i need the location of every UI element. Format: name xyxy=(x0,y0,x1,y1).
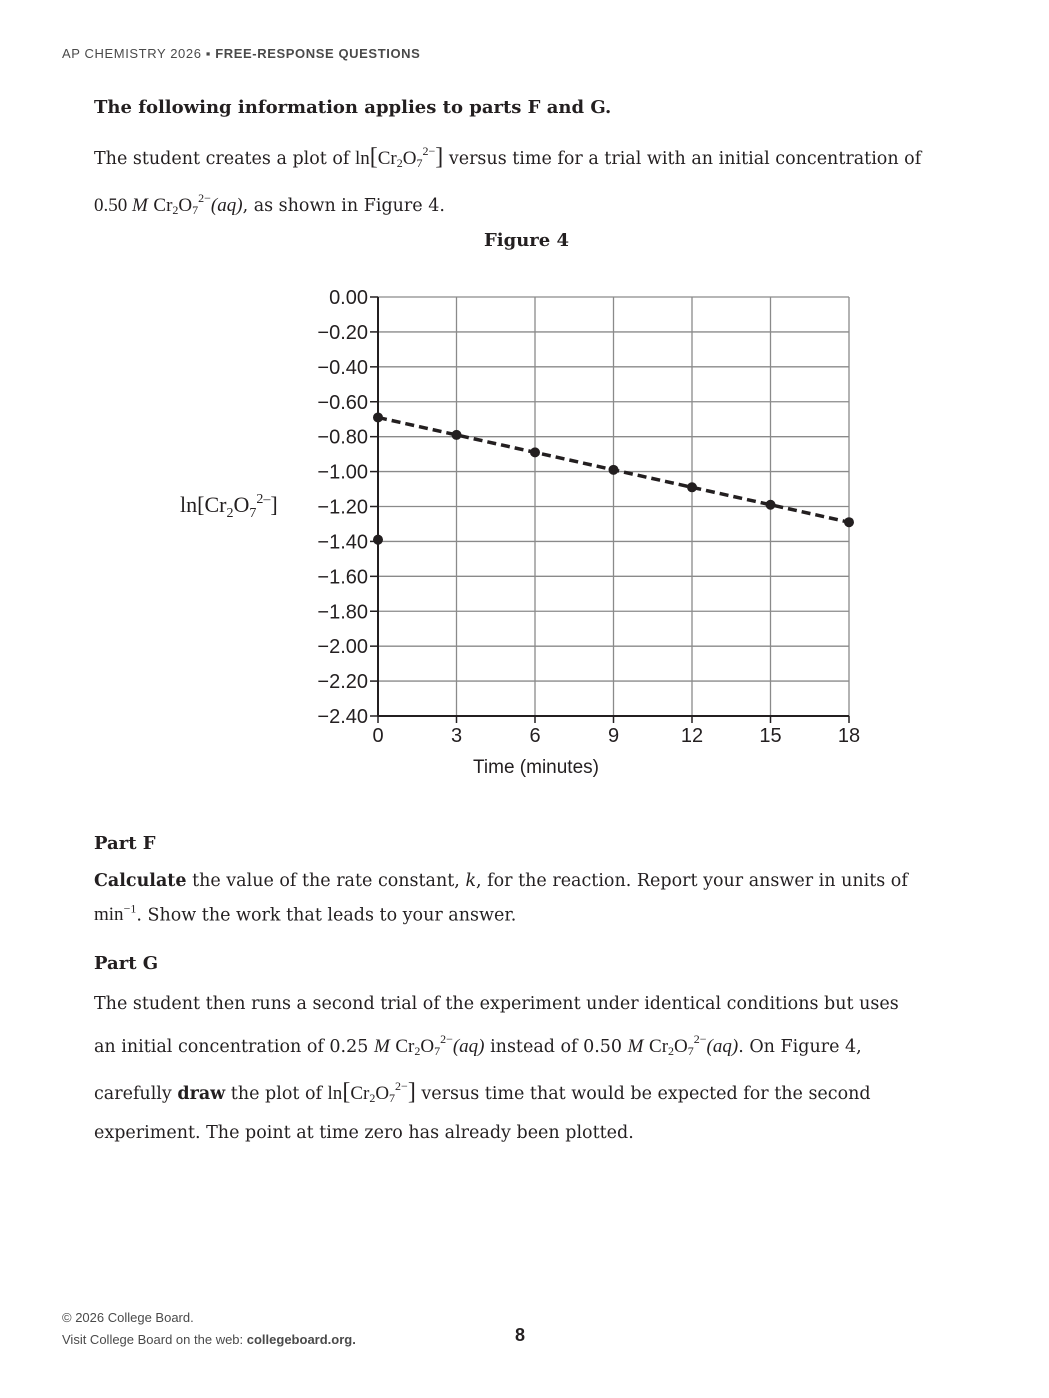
molar-unit: M xyxy=(132,195,148,216)
footer-site-link[interactable]: collegeboard.org. xyxy=(246,1332,356,1347)
header-course: AP CHEMISTRY 2026 xyxy=(62,46,202,61)
footer xyxy=(62,1307,356,1351)
intro-line-1 xyxy=(94,134,984,181)
part-f-line-2 xyxy=(94,895,984,929)
series-0-point xyxy=(687,482,697,492)
intro-line-2 xyxy=(94,181,984,228)
sub-7: 7 xyxy=(192,203,199,217)
ln-expression: $\ln[Cr_2O_7^{2-}]$ xyxy=(328,1083,416,1104)
header-separator: ▪ xyxy=(205,46,211,61)
part-g-line-4: experiment. The point at time zero has already been plotted. xyxy=(94,1123,634,1143)
series-0-point xyxy=(844,517,854,527)
aq-state: (aq) xyxy=(452,1036,485,1057)
unit-expression xyxy=(94,904,136,925)
cr: Cr xyxy=(153,195,173,216)
part-g-line-3 xyxy=(94,1069,984,1116)
dichromate-ion xyxy=(649,1022,707,1069)
x-tick-label: 12 xyxy=(680,725,704,747)
sub-2: 2 xyxy=(396,156,403,170)
o: O xyxy=(674,1036,688,1057)
x-axis-ticks xyxy=(372,716,860,747)
series-0-point xyxy=(373,412,383,422)
aq-state: (aq) xyxy=(210,195,243,216)
y-axis-ticks xyxy=(317,287,378,728)
y-tick-label: −1.60 xyxy=(317,566,368,589)
cr: Cr xyxy=(350,1083,370,1104)
o: O xyxy=(375,1083,390,1104)
y-tick-label: −2.00 xyxy=(317,636,368,659)
part-g-text xyxy=(94,987,984,1151)
sub-7: 7 xyxy=(389,1091,396,1105)
page-number: 8 xyxy=(515,1325,526,1345)
sub-2: 2 xyxy=(668,1044,675,1058)
x-tick-label: 6 xyxy=(529,725,541,747)
conc-value: 0.50 xyxy=(94,195,132,216)
figure-4-chart xyxy=(150,280,870,790)
part-f-label: Part F xyxy=(94,833,156,854)
footer-visit xyxy=(62,1329,356,1351)
part-f-text-a: the value of the rate constant, xyxy=(186,871,466,891)
series-1-point xyxy=(373,535,383,545)
charge: 2− xyxy=(440,1032,453,1046)
series-0-point xyxy=(452,430,462,440)
intro-text: The student creates a plot of xyxy=(94,149,355,169)
o: O xyxy=(178,195,193,216)
x-tick-label: 9 xyxy=(607,725,620,747)
cr: Cr xyxy=(395,1036,415,1057)
dichromate-ion xyxy=(395,1022,453,1069)
ln-text: ln xyxy=(354,148,370,169)
y-tick-label: −1.80 xyxy=(317,601,368,624)
x-tick-label: 18 xyxy=(837,725,861,747)
part-g-label: Part G xyxy=(94,953,159,974)
x-axis-label: Time (minutes) xyxy=(473,757,599,778)
series-0-point xyxy=(766,500,776,510)
figure-title: Figure 4 xyxy=(484,230,570,251)
y-tick-label: −0.60 xyxy=(317,391,368,414)
charge: 2− xyxy=(198,191,211,205)
dichromate-ion xyxy=(378,134,436,181)
intro-text: versus time for a trial with an initial concentration of xyxy=(443,149,922,169)
part-g-text: versus time that would be expected for the second xyxy=(415,1084,871,1104)
intro-heading: The following information applies to parts F and G. xyxy=(94,97,612,118)
ln-text: ln xyxy=(327,1083,343,1104)
part-f-text-b: , for the reaction. Report your answer in units of xyxy=(476,871,908,891)
y-tick-label: −2.20 xyxy=(317,671,368,694)
y-axis-label: $\ln[Cr_2O_7^{2-}]$ xyxy=(180,492,278,521)
part-g-text: . On Figure 4, xyxy=(738,1037,862,1057)
sub-7: 7 xyxy=(687,1044,694,1058)
header-section: FREE-RESPONSE QUESTIONS xyxy=(215,46,421,61)
cr: Cr xyxy=(649,1036,669,1057)
part-g-text: instead of 0.50 xyxy=(484,1037,628,1057)
unit-exponent: −1 xyxy=(123,902,137,916)
y-tick-label: −2.40 xyxy=(317,706,368,728)
footer-copyright: © 2026 College Board. xyxy=(62,1310,194,1325)
ln-expression: $\ln[Cr_2O_7^{2-}]$ xyxy=(355,148,443,169)
part-g-text: carefully xyxy=(94,1084,178,1104)
sub-7: 7 xyxy=(434,1044,441,1058)
dichromate-ion xyxy=(153,181,211,228)
molar-unit: M xyxy=(373,1036,390,1057)
part-f-line-1 xyxy=(94,867,984,895)
part-g-text: the plot of xyxy=(225,1084,328,1104)
sub-2: 2 xyxy=(172,203,179,217)
part-f-text-c: . Show the work that leads to your answer. xyxy=(136,905,517,926)
intro-paragraph xyxy=(94,134,984,228)
part-g-verb: draw xyxy=(177,1084,226,1104)
dichromate-ion xyxy=(350,1069,408,1116)
page-header xyxy=(62,46,420,61)
series-0-point xyxy=(609,465,619,475)
series-0-point xyxy=(530,447,540,457)
unit: min xyxy=(94,904,124,926)
o: O xyxy=(420,1036,435,1057)
x-tick-label: 0 xyxy=(372,725,384,747)
charge: 2− xyxy=(422,144,436,158)
part-f-text xyxy=(94,867,984,929)
y-tick-label: 0.00 xyxy=(329,287,368,309)
charge: 2− xyxy=(395,1079,408,1093)
sub-2: 2 xyxy=(414,1044,421,1058)
aq-state: (aq) xyxy=(706,1036,739,1057)
intro-text: , as shown in Figure 4. xyxy=(242,196,445,216)
x-tick-label: 15 xyxy=(759,725,782,747)
part-g-text: an initial concentration of 0.25 xyxy=(94,1037,374,1057)
y-tick-label: −0.20 xyxy=(317,321,368,344)
part-g-line-1: The student then runs a second trial of the experiment under identical conditions but uses xyxy=(94,994,899,1014)
part-g-line-2 xyxy=(94,1022,984,1069)
cr: Cr xyxy=(377,148,397,169)
molar-unit: M xyxy=(627,1036,644,1057)
y-tick-label: −1.40 xyxy=(317,531,368,554)
y-tick-label: −0.40 xyxy=(317,356,368,379)
part-f-verb: Calculate xyxy=(94,871,187,891)
o: O xyxy=(402,148,417,169)
sub-2: 2 xyxy=(369,1091,376,1105)
charge: 2− xyxy=(693,1032,707,1046)
sub-7: 7 xyxy=(416,156,423,170)
footer-visit-text: Visit College Board on the web: xyxy=(62,1332,247,1347)
rate-constant-symbol: k xyxy=(465,871,477,891)
x-tick-label: 3 xyxy=(450,725,463,747)
y-tick-label: −1.20 xyxy=(317,496,368,519)
y-tick-label: −1.00 xyxy=(317,461,368,484)
y-tick-label: −0.80 xyxy=(317,426,368,449)
